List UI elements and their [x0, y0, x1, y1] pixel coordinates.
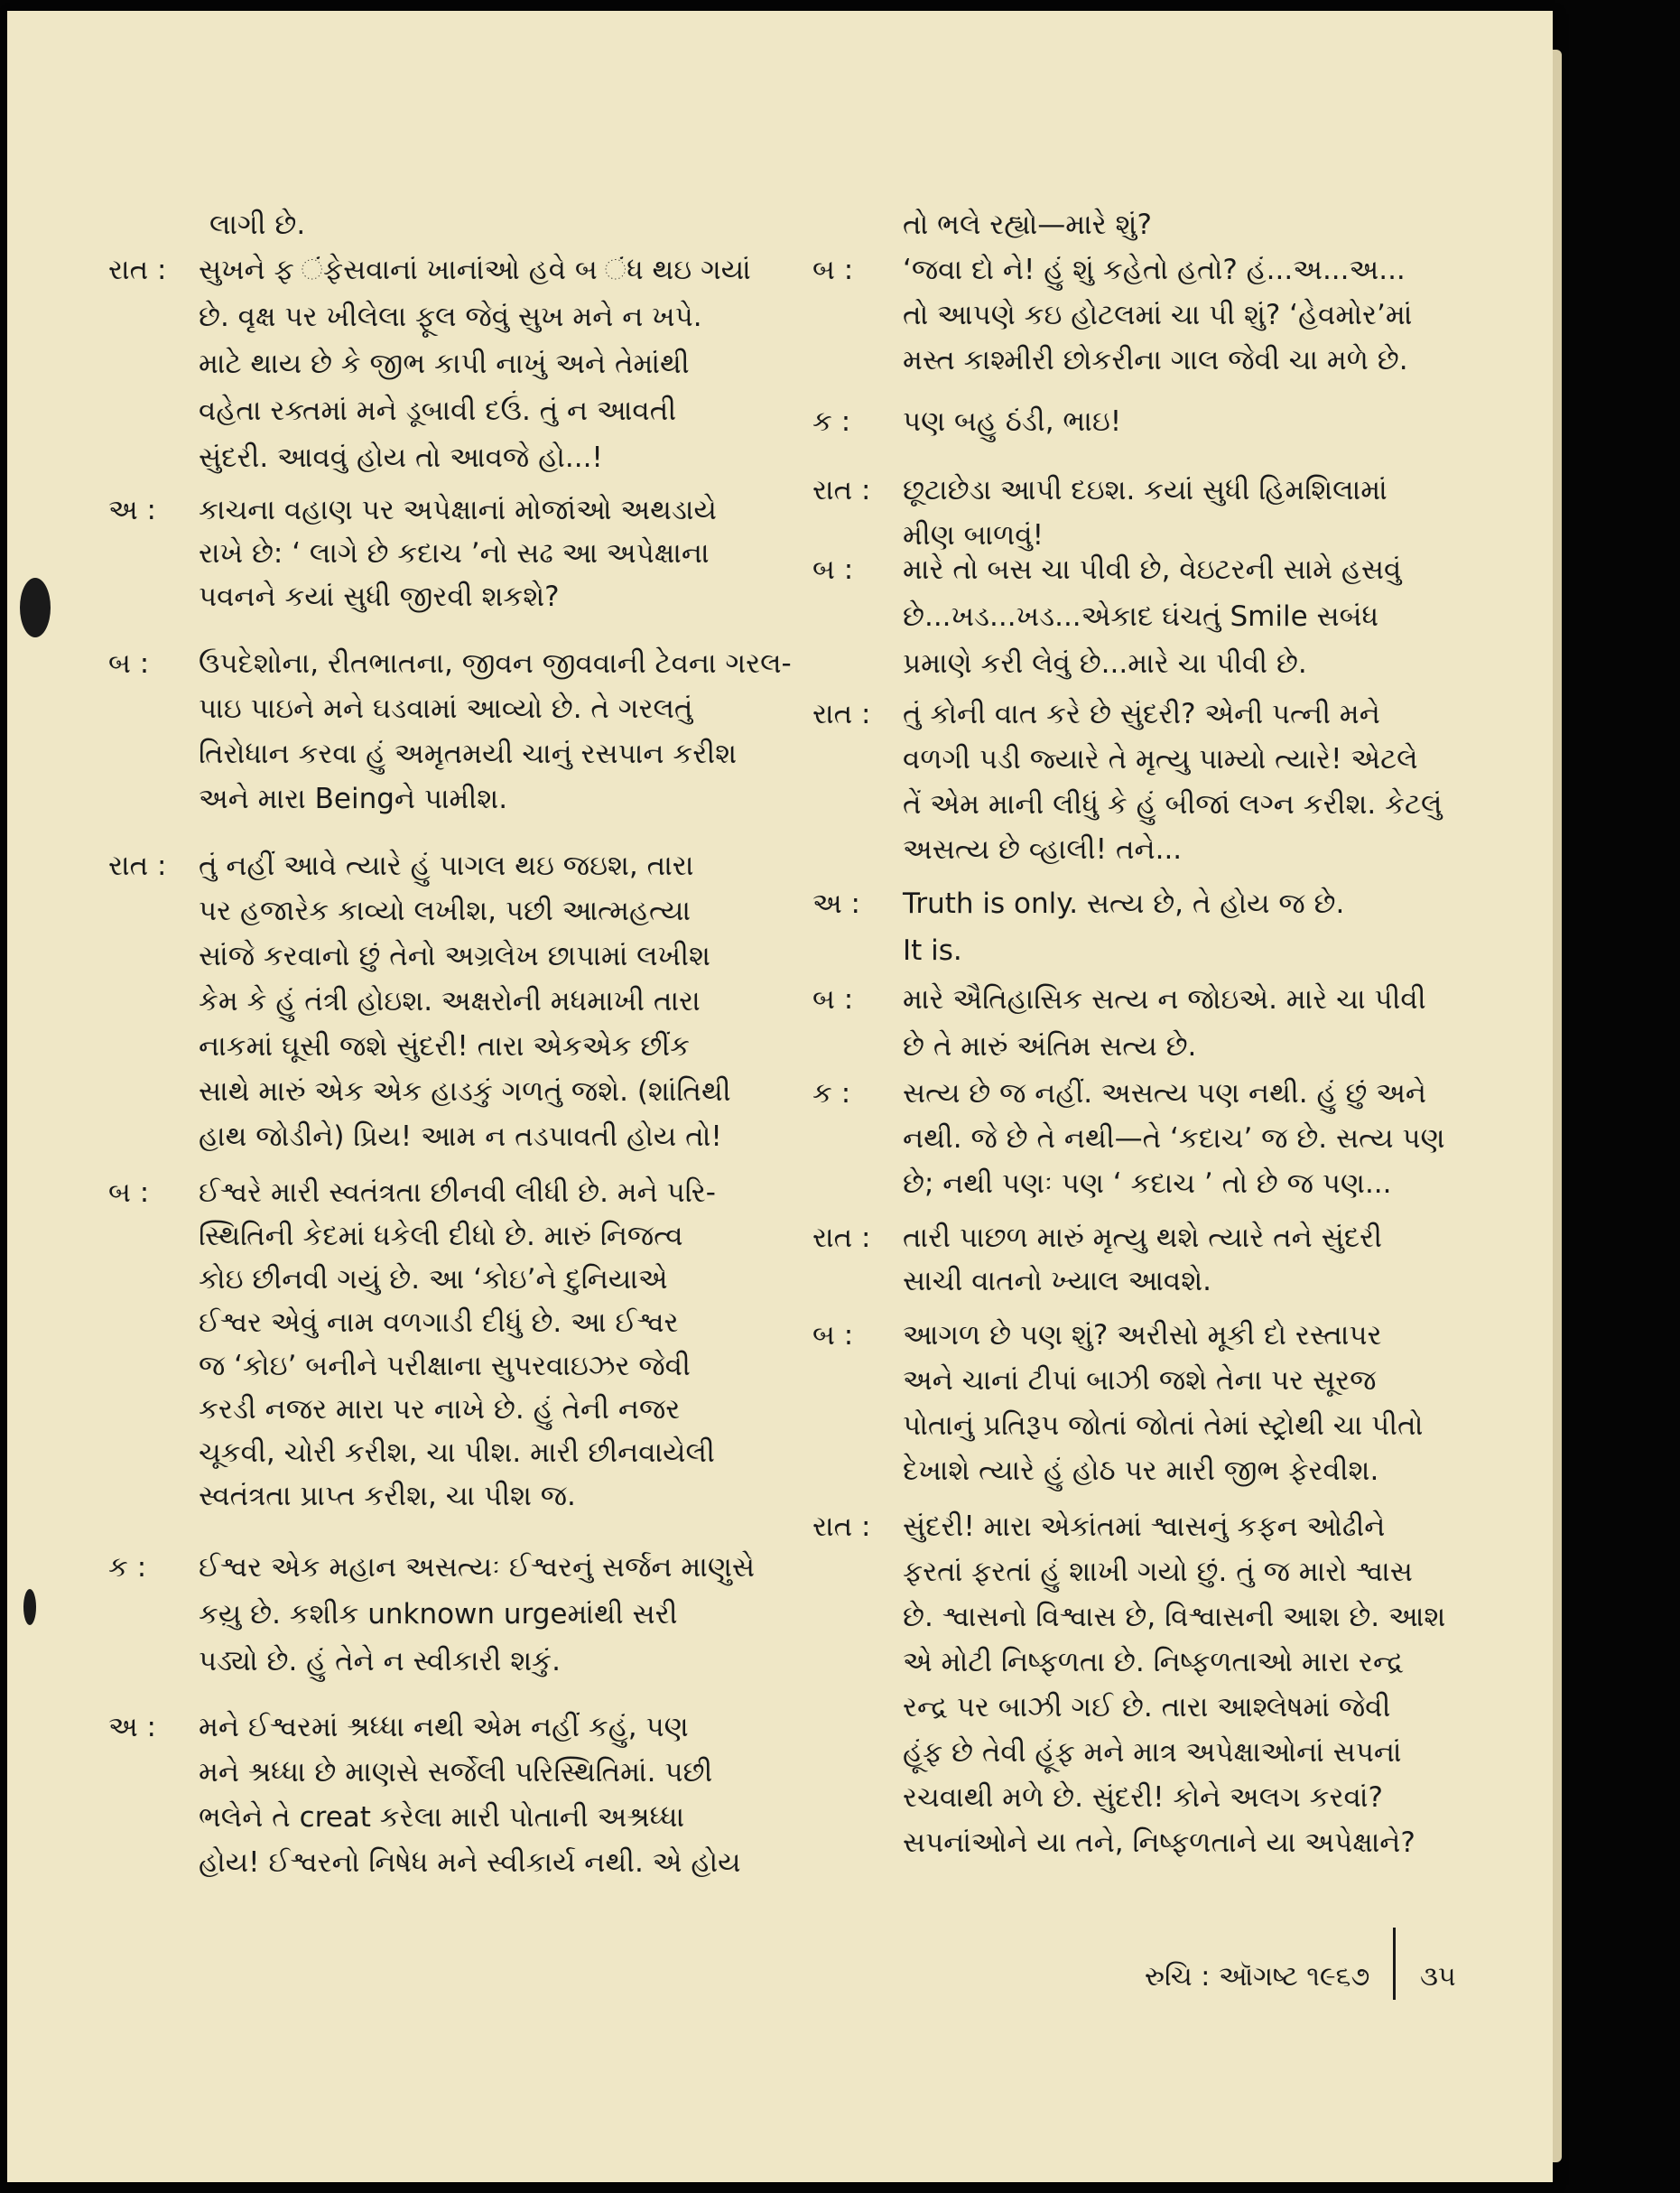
page-number: ૩૫: [1420, 1961, 1456, 1993]
speaker-label: અ :: [108, 1711, 157, 1743]
text-line: It is.: [903, 934, 962, 967]
text-line: સાચી વાતનો ખ્યાલ આવશે.: [903, 1265, 1211, 1297]
speaker-label: બ :: [812, 1319, 854, 1352]
text-line: ઈશ્વર એવું નામ વળગાડી દીધું છે. આ ઈશ્વર: [199, 1306, 679, 1339]
speaker-label: રાત :: [812, 1510, 871, 1543]
text-line: વહેતા રક્તમાં મને ડૂબાવી દઉં. તું ન આવતી: [199, 395, 677, 427]
text-line: નથી. જે છે તે નથી—તે ‘કદાચ’ જ છે. સત્ય પણ: [903, 1122, 1445, 1155]
text-line: છે; નથી પણઃ પણ ‘ કદાચ ’ તો છે જ પણ...: [903, 1167, 1392, 1200]
text-line: કયુ઼ છે. કશીક unknown urgeમાંથી સરી: [199, 1598, 678, 1631]
text-line: રચવાથી મળે છે. સુંદરી! કોને અલગ કરવાં?: [903, 1781, 1383, 1814]
text-line: ઈશ્વરે મારી સ્વતંત્રતા છીનવી લીધી છે. મને પરિ-: [199, 1176, 716, 1209]
text-line: તિરોધાન કરવા હું અમૃતમયી ચાનું રસપાન કરીશ: [199, 738, 738, 770]
text-line: છૂટાછેડા આપી દઇશ. કયાં સુધી હિમશિલામાં: [903, 474, 1388, 506]
speaker-label: બ :: [812, 553, 854, 586]
text-line: સાંજે કરવાનો છું તેનો અગ્રલેખ છાપામાં લખીશ: [199, 940, 710, 972]
text-line: તું કોની વાત કરે છે સુંદરી? એની પત્ની મને: [903, 698, 1380, 730]
magazine-page: [7, 11, 1553, 2182]
text-line: કરડી નજર મારા પર નાખે છે. હું તેની નજર: [199, 1393, 681, 1426]
speaker-label: રાત :: [812, 1222, 871, 1254]
text-line: પણ બહુ ઠંડી, ભાઇ!: [903, 405, 1122, 438]
text-line: અને મારા Beingને પામીશ.: [199, 783, 508, 815]
text-line: લાગી છે.: [209, 209, 306, 241]
text-line: સુંદરી! મારા એકાંતમાં શ્વાસનું કફન ઓઢીને: [903, 1510, 1386, 1543]
text-line: હોય! ઈશ્વરનો નિષેધ મને સ્વીકાર્ય નથી. એ હોય: [199, 1846, 741, 1879]
text-line: અસત્ય છે વ્હાલી! તને...: [903, 833, 1183, 866]
text-line: છે. વૃક્ષ પર ખીલેલા ફૂલ જેવું સુખ મને ન ખપે.: [199, 301, 702, 333]
text-line: ચૂકવી, ચોરી કરીશ, ચા પીશ. મારી છીનવાયેલી: [199, 1436, 715, 1469]
text-line: પોતાનું પ્રતિરૂપ જોતાં જોતાં તેમાં સ્ટ્રોથી ચા પીતો: [903, 1409, 1424, 1442]
text-line: કેમ કે હું તંત્રી હોઇશ. અક્ષરોની મધમાખી તારા: [199, 985, 701, 1018]
text-line: હાથ જોડીને) પ્રિય! આમ ન તડપાવતી હોય તો!: [199, 1120, 722, 1153]
text-line: સત્ય છે જ નહીં. અસત્ય પણ નથી. હું છું અને: [903, 1077, 1426, 1110]
text-line: ‘જવા દો ને! હું શું કહેતો હતો? હં...અ...અ...: [903, 254, 1406, 286]
speaker-label: બ :: [108, 647, 150, 680]
text-line: આગળ છે પણ શું? અરીસો મૂકી દો રસ્તાપર: [903, 1319, 1382, 1352]
text-line: રન્દ્ર પર બાઝી ગઈ છે. તારા આશ્લેષમાં જેવી: [903, 1691, 1391, 1724]
text-line: પાઇ પાઇને મને ઘડવામાં આવ્યો છે. તે ગરલતું: [199, 692, 693, 725]
speaker-label: રાત :: [108, 850, 167, 882]
text-line: મને ઈશ્વરમાં શ્રધ્ધા નથી એમ નહીં કહું, પણ: [199, 1711, 689, 1743]
text-line: સાથે મારું એક એક હાડકું ગળતું જશે. (શાંતિથી: [199, 1075, 731, 1108]
text-line: માટે થાય છે કે જીભ કાપી નાખું અને તેમાંથી: [199, 348, 690, 380]
text-line: કોઇ છીનવી ગયું છે. આ ‘કોઇ’ને દુનિયાએ: [199, 1263, 668, 1296]
footer-divider: [1393, 1928, 1396, 2000]
text-line: મને શ્રધ્ધા છે માણસે સર્જેલી પરિસ્થિતિમાં. પછી: [199, 1756, 713, 1789]
page-edge: [1553, 50, 1562, 2162]
text-line: કાચના વહાણ પર અપેક્ષાનાં મોજાંઓ અથડાયે: [199, 494, 717, 526]
text-line: મસ્ત કાશ્મીરી છોકરીના ગાલ જેવી ચા મળે છે.: [903, 344, 1408, 376]
speaker-label: બ :: [812, 254, 854, 286]
text-line: મારે ઐતિહાસિક સત્ય ન જોઇએ. મારે ચા પીવી: [903, 983, 1426, 1016]
text-line: સ્વતંત્રતા પ્રાપ્ત કરીશ, ચા પીશ જ.: [199, 1480, 576, 1512]
speaker-label: ક :: [812, 1077, 851, 1110]
text-line: મારે તો બસ ચા પીવી છે, વેઇટરની સામે હસવું: [903, 553, 1402, 586]
text-line: દેખાશે ત્યારે હું હોઠ પર મારી જીભ ફેરવીશ.: [903, 1454, 1379, 1487]
text-line: અને ચાનાં ટીપાં બાઝી જશે તેના પર સૂરજ: [903, 1364, 1377, 1397]
text-line: Truth is only. સત્ય છે, તે હોય જ છે.: [903, 887, 1345, 920]
text-line: તો આપણે કઇ હોટલમાં ચા પી શું? ‘હેવમોર’માં: [903, 299, 1413, 331]
text-line: તારી પાછળ મારું મૃત્યુ થશે ત્યારે તને સુંદરી: [903, 1222, 1382, 1254]
text-line: વળગી પડી જ્યારે તે મૃત્યુ પામ્યો ત્યારે! એટલે: [903, 743, 1418, 776]
speaker-label: ક :: [812, 405, 851, 438]
text-line: મીણ બાળવું!: [903, 519, 1044, 552]
text-line: ભલેને તે creat કરેલા મારી પોતાની અશ્રધ્ધા: [199, 1801, 685, 1834]
text-line: સુખને ફ ંફેસવાનાં ખાનાંઓ હવે બ ંધ થઇ ગયાં: [199, 254, 751, 286]
speaker-label: અ :: [812, 887, 861, 920]
speaker-label: અ :: [108, 494, 157, 526]
speaker-label: રાત :: [108, 254, 167, 286]
text-line: ઉપદેશોના, રીતભાતના, જીવન જીવવાની ટેવના ગરલ-: [199, 647, 792, 680]
text-line: પવનને કયાં સુધી જીરવી શકશે?: [199, 581, 560, 613]
text-line: છે તે મારું અંતિમ સત્ય છે.: [903, 1030, 1197, 1063]
speaker-label: રાત :: [812, 474, 871, 506]
text-line: પર હજારેક કાવ્યો લખીશ, પછી આત્મહત્યા: [199, 895, 691, 927]
text-line: સ્થિતિની કેદમાં ધકેલી દીધો છે. મારું નિજત્વ: [199, 1220, 683, 1252]
text-line: તો ભલે રહ્યો—મારે શું?: [903, 209, 1152, 241]
ink-blot: [20, 578, 51, 637]
ink-mark: [23, 1589, 36, 1625]
text-line: હૂંફ છે તેવી હૂંફ મને માત્ર અપેક્ષાઓનાં સપનાં: [903, 1736, 1402, 1769]
text-line: નાકમાં ઘૂસી જશે સુંદરી! તારા એકએક છીંક: [199, 1030, 691, 1063]
speaker-label: ક :: [108, 1551, 147, 1584]
text-line: પ્રમાણે કરી લેવું છે...મારે ચા પીવી છે.: [903, 647, 1307, 680]
text-line: છે...ખડ...ખડ...એકાદ ઘંચતું Smile સબંધ: [903, 600, 1379, 633]
footer-magazine-date: રુચિ : ઑગષ્ટ ૧૯૬૭: [1145, 1961, 1370, 1993]
text-line: સપનાંઓને યા તને, નિષ્ફળતાને યા અપેક્ષાને?: [903, 1826, 1415, 1859]
text-line: તેં એમ માની લીધું કે હું બીજાં લગ્ન કરીશ. કેટલું: [903, 788, 1443, 821]
text-line: જ ‘કોઇ’ બનીને પરીક્ષાના સુપરવાઇઝર જેવી: [199, 1350, 691, 1382]
text-line: ફરતાં ફરતાં હું શાખી ગયો છું. તું જ મારો શ્વાસ: [903, 1556, 1413, 1588]
text-line: ઈશ્વર એક મહાન અસત્યઃ ઈશ્વરનું સર્જન માણુસે: [199, 1551, 756, 1584]
speaker-label: રાત :: [812, 698, 871, 730]
speaker-label: બ :: [108, 1176, 150, 1209]
speaker-label: બ :: [812, 983, 854, 1016]
text-line: રાખે છે: ‘ લાગે છે કદાચ ’નો સઢ આ અપેક્ષાના: [199, 537, 710, 570]
text-line: તું નહીં આવે ત્યારે હું પાગલ થઇ જઇશ, તારા: [199, 850, 694, 882]
text-line: પડ્યો છે. હું તેને ન સ્વીકારી શકું.: [199, 1645, 561, 1677]
text-line: છે. શ્વાસનો વિશ્વાસ છે, વિશ્વાસની આશ છે. આશ: [903, 1601, 1446, 1633]
text-line: એ મોટી નિષ્ફળતા છે. નિષ્ફળતાઓ મારા રન્દ્ર: [903, 1646, 1404, 1678]
text-line: સુંદરી. આવવું હોય તો આવજે હો...!: [199, 441, 603, 474]
